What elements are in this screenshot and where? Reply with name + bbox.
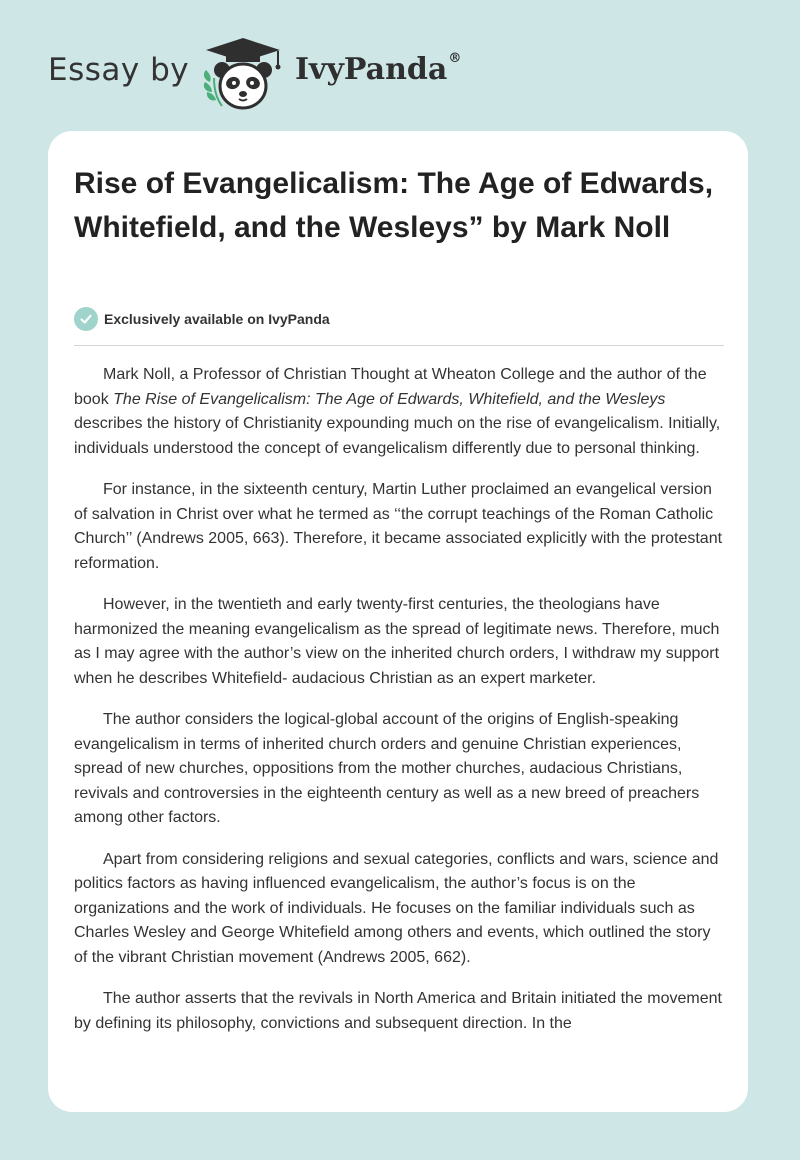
paragraph: For instance, in the sixteenth century, Martin Luther proclaimed an evangelical version of salvation in Christ over what he termed as ‘‘the corrupt teachings of the Roman Catholic Church’’ (Andrews 2005, 663). Therefore, it became associated explicitly with the protestant reformation. [74, 481, 723, 572]
paragraph: The author considers the logical-global account of the origins of English-speaking evangelicalism in terms of inherited church orders and genuine Christian experiences, spread of new churches, oppositions from the mother churches, audacious Christians, revivals and controversies in the eighteenth century as well as a new breed of preachers among other factors. [74, 711, 700, 826]
exclusive-badge [74, 306, 330, 332]
divider [74, 345, 724, 346]
site-header [0, 0, 800, 130]
paragraph: However, in the twentieth and early twenty-first centuries, the theologians have harmonized the meaning evangelicalism as the spread of legitimate news. Therefore, much as I may agree with the author’s view on the inherited church orders, I withdraw my support when he describes Whitefield- audacious Christian as an expert marketer. [74, 596, 720, 687]
panda-graduation-cap-icon [200, 34, 286, 114]
book-title: The Rise of Evangelicalism: The Age of Edwards, Whitefield, and the Wesleys [113, 390, 666, 408]
exclusive-label: Exclusively available on IvyPanda [104, 311, 330, 327]
essay-by-label: Essay by [48, 52, 190, 88]
paragraph-text: Mark Noll, a Professor of Christian Thought at Wheaton College and the author of the book [74, 366, 707, 408]
article-card [48, 131, 748, 1112]
registered-mark: ® [448, 51, 462, 66]
paragraph-text: describes the history of Christianity expounding much on the rise of evangelicalism. Initially, individuals understood the concept of evangelicalism differently due to personal thinking. [74, 415, 721, 457]
paragraph: Apart from considering religions and sexual categories, conflicts and wars, science and politics factors as having influenced evangelicalism, the author’s focus is on the organizations and the work of individuals. He focuses on the familiar individuals such as Charles Wesley and George Whitefield among others and events, which outlined the story of the vibrant Christian movement (Andrews 2005, 662). [74, 850, 719, 966]
article-body [74, 363, 724, 1053]
paragraph [74, 363, 724, 461]
brand-text: IvyPanda [295, 52, 448, 87]
article-title: Rise of Evangelicalism: The Age of Edwards, Whitefield, and the Wesleys” by Mark Noll [74, 167, 714, 244]
brand-name[interactable] [295, 52, 461, 87]
check-circle-icon [74, 307, 98, 331]
paragraph: The author asserts that the revivals in North America and Britain initiated the movement by defining its philosophy, convictions and subsequent direction. In the [74, 990, 722, 1032]
